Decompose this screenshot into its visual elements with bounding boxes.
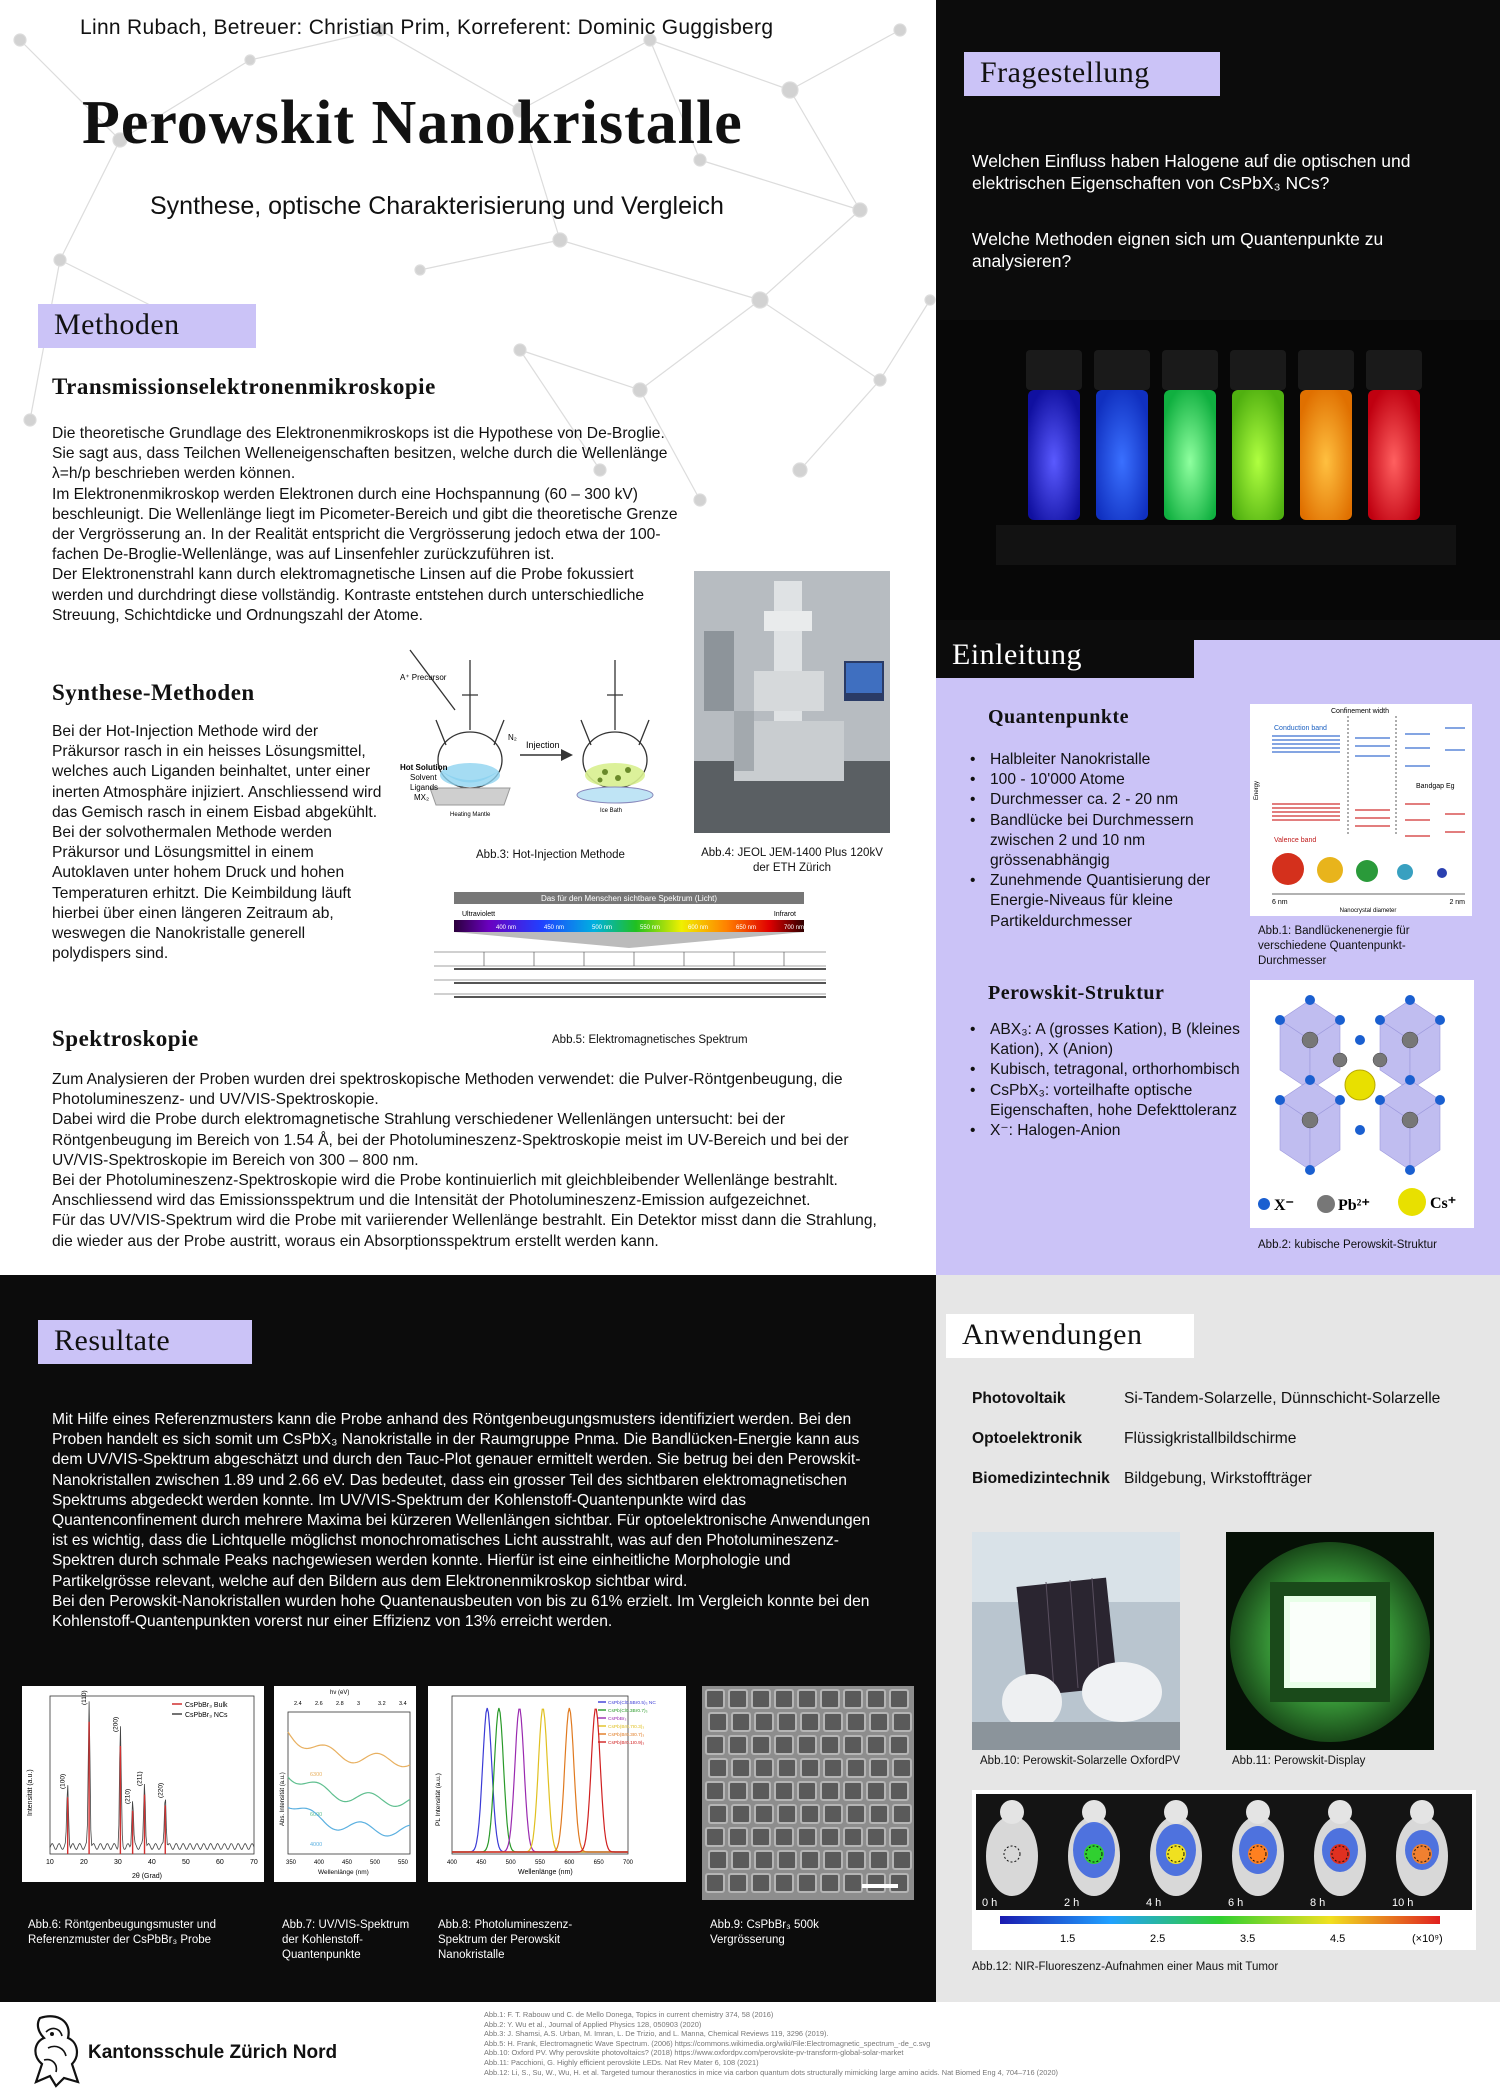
spektroskopie-text: [52, 1070, 882, 1252]
tem-nanocube: [755, 1759, 773, 1777]
tem-nanocube: [890, 1782, 908, 1800]
tumor-signal: [1166, 1844, 1186, 1864]
xrd-x-tick: 70: [250, 1859, 258, 1866]
reference: Abb.11: Pacchioni, G. Highly efficient perovskite LEDs. Nat Rev Mater 6, 108 (2021): [484, 2057, 759, 2067]
tem-nanocube: [824, 1805, 842, 1823]
tem-nanocube: [798, 1736, 816, 1754]
question-2: Welche Methoden eignen sich um Quantenpunkte zu analysieren?: [972, 229, 1384, 271]
ps-item: • Kubisch, tetragonal, orthorhombisch: [966, 1060, 1252, 1080]
question-1: Welchen Einfluss haben Halogene auf die optischen und elektrischen Eigenschaften von CsPbX₃ NCs?: [972, 151, 1411, 193]
fig3-icebath-label: Ice Bath: [600, 808, 623, 814]
tem-nanocube: [821, 1874, 839, 1892]
anwendung-value: Bildgebung, Wirkstoffträger: [1124, 1470, 1312, 1487]
colorbar-label: 3.5: [1240, 1933, 1256, 1945]
uv-x-tick: 500: [370, 1860, 381, 1866]
tem-nanocube: [870, 1805, 888, 1823]
spek-p2: Dabei wird die Probe durch elektromagnetische Strahlung verschiedener Wellenlängen untersucht: bei der Röntgenbeugung im Bereich von 1.54 Å, bei der Photolumineszenz-Spektroskopie meist im UV-Bereich und bei der UV/VIS-Spektroskopie im Bereich von 300 – 800 nm.: [52, 1111, 849, 1169]
tem-nanocube: [755, 1851, 773, 1869]
uv-series-line: [288, 1732, 410, 1767]
mouse-head: [1164, 1800, 1188, 1824]
fig3-hot-injection-diagram: [400, 640, 670, 840]
fig5-ir-label: Infrarot: [773, 911, 796, 918]
references: [484, 2010, 1484, 2077]
fig3-injection-label: Injection: [526, 740, 560, 750]
pl-x-tick: 400: [447, 1860, 458, 1866]
footer: [0, 2002, 1500, 2100]
anwendungen-table: [972, 1390, 1472, 1510]
tem-nanocube: [824, 1713, 842, 1731]
tem-nanocube: [729, 1782, 747, 1800]
tem-nanocube: [890, 1736, 908, 1754]
tem-nanocube: [752, 1736, 770, 1754]
xrd-legend-label: CsPbBr₃ NCs: [185, 1712, 228, 1719]
xrd-xlabel: 2θ (Grad): [132, 1873, 162, 1880]
xrd-x-tick: 50: [182, 1859, 190, 1866]
fig3-caption: Abb.3: Hot-Injection Methode: [476, 849, 625, 861]
fig8-caption: Abb.8: Photolumineszenz-Spektrum der Perowskit Nanokristalle: [438, 1919, 573, 1961]
tem-nanocube: [821, 1690, 839, 1708]
tem-nanocube: [778, 1759, 796, 1777]
xrd-peak-label: (220): [157, 1782, 165, 1798]
uv-series-label: 4000: [310, 1842, 323, 1848]
fig2-perovskite-structure: [1250, 980, 1474, 1228]
tem-nanocube: [844, 1690, 862, 1708]
tem-nanocube: [821, 1828, 839, 1846]
uv-series-line: [288, 1777, 410, 1806]
synthese-title: Synthese-Methoden: [52, 680, 255, 705]
tem-nanocube: [778, 1805, 796, 1823]
fig3-heating-label: Heating Mantle: [450, 812, 491, 818]
tem-nanocube: [775, 1782, 793, 1800]
tem-nanocube: [844, 1874, 862, 1892]
anwendung-value: Flüssigkristallbildschirme: [1124, 1430, 1297, 1447]
fig5-tick-label: 500 nm: [592, 925, 613, 931]
tem-nanocube: [893, 1805, 911, 1823]
anwendungen-header: Anwendungen: [946, 1314, 1194, 1358]
tem-nanocube: [732, 1759, 750, 1777]
anwendung-key: Photovoltaik: [972, 1390, 1066, 1407]
pl-x-tick: 600: [564, 1860, 575, 1866]
tem-nanocube: [844, 1828, 862, 1846]
anwendung-value: Si-Tandem-Solarzelle, Dünnschicht-Solarzelle: [1124, 1390, 1441, 1407]
fig2-x-label: X⁻: [1274, 1197, 1294, 1214]
pl-legend-label: CsPb(Cl0.3Br0.7)₃: [608, 1709, 648, 1714]
fig2-cs-label: Cs⁺: [1430, 1195, 1457, 1212]
tem-nanocube: [824, 1759, 842, 1777]
xrd-legend-label: CsPbBr₃ Bulk: [185, 1702, 228, 1709]
tem-p1: Die theoretische Grundlage des Elektronenmikroskops ist die Hypothese von De-Broglie. Sie sagt aus, dass Teilchen Welleneigenschaften besitzen, welche durch die Wellenlänge λ=h/p beschrieben werden können.: [52, 425, 668, 483]
mouse-head: [1000, 1800, 1024, 1824]
einleitung-header: Einleitung: [936, 634, 1194, 678]
tem-nanocube: [847, 1759, 865, 1777]
xrd-ylabel: Intensität (a.u.): [27, 1769, 34, 1816]
xrd-series-nc: [50, 1701, 254, 1849]
reference: Abb.1: F. T. Rabouw und C. de Mello Donega, Topics in current chemistry 374, 58 (2016): [484, 2010, 774, 2019]
tumor-signal: [1084, 1844, 1104, 1864]
uv-x-tick: 550: [398, 1860, 409, 1866]
fig1-conduction-label: Conduction band: [1274, 725, 1327, 732]
pl-x-tick: 700: [623, 1860, 634, 1866]
fig1-6nm-label: 6 nm: [1272, 899, 1288, 906]
pl-x-tick: 500: [505, 1860, 516, 1866]
pl-legend-label: CsPb(Br0.3I0.7)₃: [608, 1733, 645, 1738]
fig1-valence-label: Valence band: [1274, 837, 1317, 844]
uv-top-label: hν (eV): [330, 1690, 350, 1696]
tem-nanocube: [752, 1782, 770, 1800]
fig7-caption: Abb.7: UV/VIS-Spektrum der Kohlenstoff-Quantenpunkte: [282, 1919, 410, 1961]
school-logo-icon: [28, 2012, 84, 2090]
fig10-caption: Abb.10: Perowskit-Solarzelle OxfordPV: [980, 1755, 1181, 1767]
pl-legend-label: CsPb(Br0.1I0.9)₃: [608, 1741, 645, 1746]
time-label: 6 h: [1228, 1897, 1244, 1909]
tem-nanocube: [752, 1690, 770, 1708]
fig3-solvent-label: Solvent: [410, 773, 437, 782]
qp-item: • Bandlücke bei Durchmessern zwischen 2 und 10 nm grössenabhängig: [966, 811, 1258, 872]
xrd-peak-label: (211): [136, 1771, 144, 1786]
reference: Abb.5: H. Frank, Electromagnetic Wave Spectrum. (2006) https://commons.wikimedia.org/wiki/File:Electromagnetic_spectrum_-de_c.svg: [484, 2038, 931, 2048]
qp-item: • 100 - 10'000 Atome: [966, 770, 1258, 790]
mouse-head: [1246, 1800, 1270, 1824]
tem-nanocube: [824, 1851, 842, 1869]
reference: Abb.2: Y. Wu et al., Journal of Applied Physics 128, 050903 (2020): [484, 2019, 702, 2029]
tem-nanocube: [801, 1851, 819, 1869]
xrd-peak-label: (200): [112, 1716, 120, 1732]
fig10-solarcell-photo: [972, 1532, 1180, 1750]
tem-nanocube: [890, 1828, 908, 1846]
pl-x-tick: 450: [476, 1860, 487, 1866]
mouse-head: [1410, 1800, 1434, 1824]
uv-x-tick: 350: [286, 1860, 297, 1866]
tumor-signal: [1412, 1844, 1432, 1864]
tem-nanocube: [867, 1736, 885, 1754]
tem-nanocube: [755, 1713, 773, 1731]
tem-nanocube: [778, 1851, 796, 1869]
poster-subtitle: Synthese, optische Charakterisierung und Vergleich: [150, 192, 724, 220]
reference: Abb.10: Oxford PV. Why perovskite photovoltaics? (2018) https://www.oxfordpv.com/perovskite-pv-transform-global-solar-market: [484, 2048, 904, 2058]
tem-nanocube: [844, 1782, 862, 1800]
tem-nanocube: [706, 1736, 724, 1754]
qp-item: • Halbleiter Nanokristalle: [966, 750, 1258, 770]
tem-nanocube: [706, 1690, 724, 1708]
ps-item: • CsPbX₃: vorteilhafte optische Eigenschaften, hohe Defekttoleranz: [966, 1081, 1252, 1121]
pl-x-tick: 550: [535, 1860, 546, 1866]
methoden-header: Methoden: [38, 304, 256, 348]
uv-series-label: 6000: [310, 1812, 323, 1818]
xrd-x-tick: 10: [46, 1859, 54, 1866]
fig3-mx-label: MX₂: [414, 793, 430, 802]
fig1-confinement-label: Confinement width: [1331, 708, 1389, 715]
tem-nanocube: [798, 1690, 816, 1708]
fig11-caption: Abb.11: Perowskit-Display: [1232, 1755, 1366, 1767]
tem-nanocube: [844, 1736, 862, 1754]
uv-top-tick: 3.4: [399, 1701, 407, 1707]
uv-series-line: [288, 1808, 410, 1837]
tem-nanocube: [706, 1828, 724, 1846]
tem-nanocube: [775, 1828, 793, 1846]
spektroskopie-title: Spektroskopie: [52, 1026, 199, 1051]
tem-nanocube: [870, 1713, 888, 1731]
tem-nanocube: [752, 1874, 770, 1892]
tem-nanocube: [821, 1782, 839, 1800]
fig5-tick-label: 400 nm: [496, 925, 517, 931]
fig2-caption: Abb.2: kubische Perowskit-Struktur: [1258, 1239, 1437, 1251]
tem-nanocube: [775, 1736, 793, 1754]
tem-nanocube: [801, 1805, 819, 1823]
fig11-display-photo: [1226, 1532, 1434, 1750]
tem-nanocube: [775, 1874, 793, 1892]
colorbar-label: 1.5: [1060, 1933, 1076, 1945]
tem-nanocube: [798, 1782, 816, 1800]
tem-nanocube: [867, 1690, 885, 1708]
fig1-2nm-label: 2 nm: [1449, 899, 1465, 906]
fig12-caption: Abb.12: NIR-Fluoreszenz-Aufnahmen einer Maus mit Tumor: [972, 1961, 1279, 1973]
tem-text: [52, 424, 682, 626]
poster-title: Perowskit Nanokristalle: [82, 89, 743, 157]
fig5-tick-label: 550 nm: [640, 925, 661, 931]
fig12-nir-mouse-images: [972, 1790, 1476, 1950]
tem-nanocube: [870, 1851, 888, 1869]
fig1-diameter-label: Nanocrystal diameter: [1339, 908, 1397, 914]
tem-p2: Im Elektronenmikroskop werden Elektronen durch eine Hochspannung (60 – 300 kV) beschleunigt. Die Wellenlänge liegt im Picometer-Bereich und gibt die theoretische Grenze der Vergrösserung an. In der Realität entspricht die Vergrösserung jedoch etwa der 100-fachen De-Broglie-Wellenlänge, was auf Linsenfehler zurückzuführen ist.: [52, 485, 678, 564]
fig6-caption: Abb.6: Röntgenbeugungsmuster und Referenzmuster der CsPbBr₃ Probe: [28, 1919, 216, 1946]
uv-top-tick: 2.6: [315, 1701, 323, 1707]
quantenpunkte-title: Quantenpunkte: [988, 706, 1129, 728]
fig6-xrd-chart: [22, 1686, 264, 1882]
anwendung-row: [972, 1390, 1472, 1430]
xrd-x-tick: 20: [80, 1859, 88, 1866]
fig2-pb-label: Pb²⁺: [1338, 1197, 1370, 1214]
spek-p4: Für das UV/VIS-Spektrum wird die Probe mit variierender Wellenlänge bestrahlt. Ein Detektor misst dann die Strahlung, die wieder aus der Probe austritt, woraus ein Absorptionsspektrum erstellt werden kann.: [52, 1212, 877, 1250]
qp-item: • Durchmesser ca. 2 - 20 nm: [966, 790, 1258, 810]
fig9-caption: Abb.9: CsPbBr₃ 500k Vergrösserung: [710, 1919, 819, 1946]
fragestellung-panel: [936, 0, 1500, 640]
tem-nanocube: [890, 1690, 908, 1708]
school-name: Kantonsschule Zürich Nord: [88, 2042, 338, 2063]
uv-top-tick: 2.8: [336, 1701, 344, 1707]
perowskit-struktur-title: Perowskit-Struktur: [988, 982, 1165, 1004]
tem-nanocube: [890, 1874, 908, 1892]
colorbar-label: 4.5: [1330, 1933, 1346, 1945]
tem-nanocube: [893, 1759, 911, 1777]
spek-p3: Bei der Photolumineszenz-Spektroskopie wird die Probe kontinuierlich mit gleichbleibender Wellenlänge bestrahlt. Anschliessend wird das Emissionsspektrum und die Intensität der Photolumineszenz-Emission aufgezeichnet.: [52, 1172, 838, 1210]
fig4-caption: Abb.4: JEOL JEM-1400 Plus 120kV der ETH Zürich: [701, 847, 883, 874]
uv-xlabel: Wellenlänge (nm): [318, 1869, 369, 1876]
fig3-hot-label: Hot Solution: [400, 763, 448, 772]
fig5-em-spectrum: [424, 892, 836, 1022]
fig1-bandgap-label: Bandgap Eg: [1416, 783, 1455, 790]
tem-nanocube: [709, 1805, 727, 1823]
xrd-peak-label: (100): [59, 1773, 67, 1789]
res-p1: Mit Hilfe eines Referenzmusters kann die Probe anhand des Röntgenbeugungsmusters identifiziert werden. Bei den Proben handelt es sich somit um CsPbX₃ Nanokristalle in der Raumgruppe Pnma. Die Bandlücken-Energie kann aus dem UV/VIS-Spektrum abgeschätzt und durch den Tauc-Plot genauer ermittelt werden. Sie betrug bei den Perowskit-Nanokristallen zwischen 1.89 und 2.66 eV. Das bedeutet, dass ein grosser Teil des sichtbaren elektromagnetischen Spektrums abgedeckt werden konnte. Im UV/VIS-Spektrum der Kohlenstoff-Quantenpunkte wird das Quantenconfinement durch mehrere Maxima bei kürzeren Wellenlängen sichtbar. Für optoelektronische Anwendungen ist es wichtig, dass die Lichtquelle möglichst monochromatisches Licht ausstrahlt, was auf den Photolumineszenz-Spektren durch schmale Peaks nachgewiesen werden konnte. Hierfür ist eine einheitliche Morphologie und Partikelgrösse relevant, welche auf den Bildern aus dem Elektronenmikroskop sichtbar wird.: [52, 1411, 870, 1590]
tem-nanocube: [821, 1736, 839, 1754]
fig5-tick-label: 450 nm: [544, 925, 565, 931]
uv-top-tick: 2.4: [294, 1701, 302, 1707]
xrd-peak-label: (110): [81, 1690, 89, 1705]
reference: Abb.12: Li, S., Su, W., Wu, H. et al. Targeted tumour theranostics in mice via carbon quantum dots structurally mimicking large amino acids. Nat Biomed Eng 4, 704–716 (2020): [484, 2067, 1059, 2077]
tem-nanocube: [870, 1759, 888, 1777]
resultate-header: Resultate: [38, 1320, 252, 1364]
pl-legend-label: CsPbBr₃: [608, 1717, 627, 1722]
xrd-x-tick: 40: [148, 1859, 156, 1866]
time-label: 4 h: [1146, 1897, 1162, 1909]
tem-nanocube: [798, 1828, 816, 1846]
fig9-tem-image: [702, 1686, 914, 1900]
tem-nanocube: [775, 1690, 793, 1708]
tem-nanocube: [893, 1851, 911, 1869]
tem-nanocube: [729, 1690, 747, 1708]
tem-nanocube: [755, 1805, 773, 1823]
pl-ylabel: PL Intensität (a.u.): [435, 1773, 442, 1826]
res-p2: Bei den Perowskit-Nanokristallen wurden hohe Quantenausbeuten von bis zu 61% erzielt. Im Vergleich konnte bei den Kohlenstoff-Quantenpunkten vorerst nur einer Effizienz von 13% erreicht werden.: [52, 1592, 870, 1631]
tem-nanocube: [706, 1874, 724, 1892]
tem-nanocube: [867, 1782, 885, 1800]
tem-nanocube: [801, 1759, 819, 1777]
fig5-tick-label: 700 nm: [784, 925, 805, 931]
time-label: 8 h: [1310, 1897, 1326, 1909]
fragestellung-header: Fragestellung: [964, 52, 1220, 96]
tem-nanocube: [893, 1713, 911, 1731]
tem-nanocube: [732, 1805, 750, 1823]
tem-nanocube: [847, 1713, 865, 1731]
xrd-peak-label: (210): [124, 1788, 132, 1804]
tem-nanocube: [709, 1851, 727, 1869]
ps-item: • ABX₃: A (grosses Kation), B (kleines Kation), X (Anion): [966, 1020, 1252, 1060]
spek-p1: Zum Analysieren der Proben wurden drei spektroskopische Methoden verwendet: die Pulver-Röntgenbeugung, die Photolumineszenz- und UV/VIS-Spektroskopie.: [52, 1071, 843, 1109]
fig3-ligands-label: Ligands: [410, 783, 439, 792]
tem-nanocube: [752, 1828, 770, 1846]
tem-p3: Der Elektronenstrahl kann durch elektromagnetische Linsen auf die Probe fokussiert werden und durchdringt diese vollständig. Kontraste entstehen durch unterschiedliche Streuung, Schichtdicke und Ordnungszahl der Atome.: [52, 566, 645, 624]
tem-nanocube: [847, 1851, 865, 1869]
tem-nanocube: [729, 1874, 747, 1892]
tem-nanocube: [778, 1713, 796, 1731]
uv-x-tick: 450: [342, 1860, 353, 1866]
mouse-head: [1082, 1800, 1106, 1824]
fig7-uvvis-chart: [274, 1686, 416, 1882]
xrd-x-tick: 60: [216, 1859, 224, 1866]
time-label: 0 h: [982, 1897, 998, 1909]
fig5-uv-label: Ultraviolett: [462, 911, 496, 918]
tem-nanocube: [867, 1874, 885, 1892]
fig1-energy-label: Energy: [1254, 780, 1260, 800]
pl-legend-label: CsPb(Cl0.5Br0.5)₃ NC: [608, 1701, 656, 1706]
colorbar-label: 2.5: [1150, 1933, 1166, 1945]
uv-ylabel: Abs. Intensität (a.u.): [280, 1772, 286, 1826]
pl-x-tick: 650: [593, 1860, 604, 1866]
fig5-tick-label: 650 nm: [736, 925, 757, 931]
anwendung-key: Optoelektronik: [972, 1430, 1083, 1447]
quantum-dot-vials-photo: [936, 320, 1500, 620]
mouse-body: [986, 1816, 1038, 1896]
fig3-n2-label: N₂: [508, 733, 517, 742]
fig5-visible-label: Das für den Menschen sichtbare Spektrum (Licht): [540, 894, 718, 903]
fig5-tick-label: 600 nm: [688, 925, 709, 931]
reference: Abb.3: J. Shamsi, A.S. Urban, M. Imran, L. De Trizio, and L. Manna, Chemical Reviews 119, 3296 (2019).: [484, 2029, 829, 2039]
tem-nanocube: [867, 1828, 885, 1846]
tumor-signal: [1330, 1844, 1350, 1864]
xrd-axes-frame: [50, 1696, 254, 1854]
fig3-precursor-label: A⁺ Precursor: [400, 673, 447, 682]
pl-legend-label: CsPb(Br0.7I0.3)₃: [608, 1725, 645, 1730]
mouse-head: [1328, 1800, 1352, 1824]
tem-nanocube: [729, 1736, 747, 1754]
uv-top-tick: 3: [357, 1701, 361, 1707]
time-label: 2 h: [1064, 1897, 1080, 1909]
fig5-caption: Abb.5: Elektromagnetisches Spektrum: [552, 1034, 748, 1046]
tem-nanocube: [847, 1805, 865, 1823]
pl-xlabel: Wellenlänge (nm): [518, 1869, 573, 1876]
anwendung-row: [972, 1430, 1472, 1470]
quantenpunkte-list: [966, 750, 1258, 932]
authors: Linn Rubach, Betreuer: Christian Prim, Korreferent: Dominic Guggisberg: [80, 16, 774, 39]
tem-nanocube: [732, 1713, 750, 1731]
tumor-signal: [1248, 1844, 1268, 1864]
tem-nanocube: [706, 1782, 724, 1800]
resultate-text: [52, 1410, 886, 1632]
uv-top-tick: 3.2: [378, 1701, 386, 1707]
fig4-microscope-photo: [694, 571, 890, 833]
perowskit-list: [966, 1020, 1252, 1141]
tem-nanocube: [709, 1759, 727, 1777]
tem-nanocube: [732, 1851, 750, 1869]
anwendung-key: Biomedizintechnik: [972, 1470, 1110, 1487]
uv-series-label: 6300: [310, 1772, 323, 1778]
tem-nanocube: [801, 1713, 819, 1731]
time-label: 10 h: [1392, 1897, 1414, 1909]
fig1-bandgap-diagram: [1250, 704, 1472, 916]
colorbar-label: (×10⁹): [1412, 1933, 1443, 1945]
ps-item: • X⁻: Halogen-Anion: [966, 1121, 1252, 1141]
uv-x-tick: 400: [314, 1860, 325, 1866]
xrd-x-tick: 30: [114, 1859, 122, 1866]
tem-title: Transmissionselektronenmikroskopie: [52, 374, 436, 399]
tem-nanocube: [709, 1713, 727, 1731]
fig8-pl-chart: [428, 1686, 686, 1882]
synthese-text: Bei der Hot-Injection Methode wird der Präkursor rasch in ein heisses Lösungsmittel, welches auch Liganden beinhaltet, unter einer inerten Atmosphäre injiziert. Anschliessend wird das Gemisch rasch in einem Eisbad abgekühlt. Bei der solvothermalen Methode werden Präkursor und Lösungsmittel in einem Autoklaven unter hohem Druck und hohen Temperaturen erhitzt. Die Keimbildung läuft hierbei über einen längeren Zeitraum ab, weswegen die Nanokristalle generell polydispers sind.: [52, 723, 382, 963]
anwendung-row: [972, 1470, 1472, 1510]
tem-nanocube: [729, 1828, 747, 1846]
fig1-caption: Abb.1: Bandlückenenergie für verschiedene Quantenpunkt-Durchmesser: [1258, 925, 1410, 967]
tem-nanocube: [798, 1874, 816, 1892]
qp-item: • Zunehmende Quantisierung der Energie-Niveaus für kleine Partikeldurchmesser: [966, 871, 1258, 932]
